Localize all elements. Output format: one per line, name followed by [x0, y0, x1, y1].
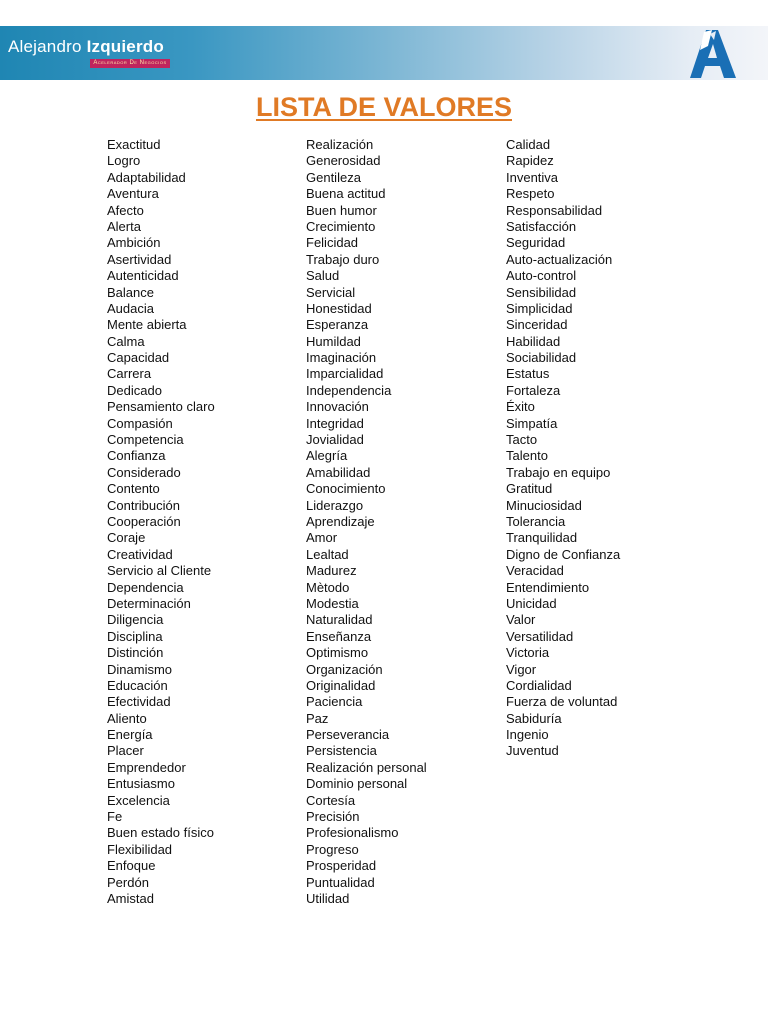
value-item: Generosidad — [306, 153, 381, 169]
value-item: Esperanza — [306, 317, 369, 333]
value-item: Innovación — [306, 399, 369, 415]
values-column-2 — [306, 137, 427, 907]
value-item: Mètodo — [306, 579, 350, 595]
value-item: Realización — [306, 137, 374, 152]
value-item: Efectividad — [107, 694, 171, 710]
value-item: Disciplina — [107, 628, 163, 644]
values-column-3 — [506, 137, 620, 760]
value-item: Energía — [107, 727, 153, 743]
value-item: Adaptabilidad — [107, 169, 186, 185]
value-item: Trabajo en equipo — [506, 464, 611, 480]
brand-tagline: Acelerador De Negocios — [90, 59, 170, 68]
value-item: Enfoque — [107, 858, 156, 874]
value-item: Afecto — [107, 202, 144, 218]
value-item: Diligencia — [107, 612, 164, 628]
value-item: Tolerancia — [506, 513, 566, 529]
value-item: Progreso — [306, 841, 359, 857]
value-item: Emprendedor — [107, 759, 186, 775]
value-item: Veracidad — [506, 563, 564, 579]
value-item: Imaginación — [306, 350, 377, 366]
value-item: Sinceridad — [506, 317, 568, 333]
value-item: Valor — [506, 612, 536, 628]
value-item: Flexibilidad — [107, 841, 173, 857]
value-item: Educación — [107, 677, 168, 693]
value-item: Precisión — [306, 809, 360, 825]
value-item: Cooperación — [107, 513, 181, 529]
values-column-1 — [107, 137, 215, 907]
value-item: Confianza — [107, 448, 166, 464]
value-item: Aventura — [107, 186, 159, 202]
value-item: Puntualidad — [306, 874, 375, 890]
value-item: Sabiduría — [506, 710, 562, 726]
value-item: Optimismo — [306, 645, 369, 661]
value-item: Satisfacción — [506, 218, 577, 234]
value-item: Fuerza de voluntad — [506, 694, 618, 710]
value-item: Compasión — [107, 415, 173, 431]
value-item: Aprendizaje — [306, 513, 375, 529]
brand-name — [8, 37, 164, 57]
value-item: Mente abierta — [107, 317, 187, 333]
value-item: Alegría — [306, 448, 348, 464]
value-item: Felicidad — [306, 235, 359, 251]
value-item: Servicio al Cliente — [107, 563, 212, 579]
value-item: Entendimiento — [506, 579, 590, 595]
value-item: Seguridad — [506, 235, 566, 251]
value-item: Excelencia — [107, 792, 170, 808]
value-item: Persistencia — [306, 743, 377, 759]
value-item: Versatilidad — [506, 628, 574, 644]
value-item: Creatividad — [107, 546, 173, 562]
value-item: Dinamismo — [107, 661, 173, 677]
value-item: Carrera — [107, 366, 152, 382]
value-item: Coraje — [107, 530, 146, 546]
value-item: Modestia — [306, 595, 359, 611]
value-item: Audacia — [107, 300, 154, 316]
value-item: Amistad — [107, 890, 154, 906]
value-item: Asertividad — [107, 251, 172, 267]
value-item: Auto-actualización — [506, 251, 613, 267]
value-item: Cortesía — [306, 792, 356, 808]
value-item: Servicial — [306, 284, 356, 300]
value-item: Victoria — [506, 645, 550, 661]
value-item: Fortaleza — [506, 382, 561, 398]
value-item: Ambición — [107, 235, 161, 251]
value-item: Buen humor — [306, 202, 377, 218]
value-item: Competencia — [107, 432, 184, 448]
value-item: Rapidez — [506, 153, 554, 169]
value-item: Naturalidad — [306, 612, 373, 628]
value-item: Vigor — [506, 661, 537, 677]
value-item: Balance — [107, 284, 154, 300]
value-item: Cordialidad — [506, 677, 572, 693]
value-item: Paz — [306, 710, 329, 726]
value-item: Determinación — [107, 595, 191, 611]
value-item: Buen estado físico — [107, 825, 214, 841]
value-item: Sociabilidad — [506, 350, 577, 366]
value-item: Unicidad — [506, 595, 557, 611]
value-item: Aliento — [107, 710, 147, 726]
value-item: Gentileza — [306, 169, 361, 185]
value-item: Honestidad — [306, 300, 372, 316]
value-item: Minuciosidad — [506, 497, 582, 513]
value-item: Entusiasmo — [107, 776, 175, 792]
value-item: Éxito — [506, 399, 535, 415]
value-item: Realización personal — [306, 759, 427, 775]
page-title-text: LISTA DE VALORES — [255, 92, 512, 122]
value-item: Responsabilidad — [506, 202, 603, 218]
value-item: Logro — [107, 153, 141, 169]
value-item: Fe — [107, 809, 123, 825]
value-item: Sensibilidad — [506, 284, 577, 300]
value-item: Contribución — [107, 497, 180, 513]
value-item: Calidad — [506, 137, 551, 152]
value-item: Profesionalismo — [306, 825, 399, 841]
value-item: Inventiva — [506, 169, 559, 185]
value-item: Organización — [306, 661, 383, 677]
brand-last-name: Izquierdo — [86, 37, 164, 56]
value-item: Tacto — [506, 432, 538, 448]
value-item: Jovialidad — [306, 432, 364, 448]
value-item: Dedicado — [107, 382, 162, 398]
value-item: Conocimiento — [306, 481, 386, 497]
page-title — [0, 90, 768, 124]
value-item: Integridad — [306, 415, 364, 431]
brand-first-name: Alejandro — [8, 37, 82, 56]
value-item: Juventud — [506, 743, 559, 759]
value-item: Trabajo duro — [306, 251, 380, 267]
value-item: Humildad — [306, 333, 361, 349]
value-item: Crecimiento — [306, 218, 376, 234]
value-item: Distinción — [107, 645, 164, 661]
value-item: Perdón — [107, 874, 149, 890]
value-item: Dominio personal — [306, 776, 408, 792]
value-item: Habilidad — [506, 333, 561, 349]
value-item: Simplicidad — [506, 300, 573, 316]
value-item: Amabilidad — [306, 464, 371, 480]
value-item: Gratitud — [506, 481, 553, 497]
value-item: Auto-control — [506, 268, 577, 284]
value-item: Originalidad — [306, 677, 376, 693]
value-item: Amor — [306, 530, 338, 546]
value-item: Paciencia — [306, 694, 363, 710]
value-item: Pensamiento claro — [107, 399, 215, 415]
value-item: Salud — [306, 268, 340, 284]
value-item: Estatus — [506, 366, 550, 382]
value-item: Placer — [107, 743, 144, 759]
value-item: Respeto — [506, 186, 555, 202]
value-item: Tranquilidad — [506, 530, 578, 546]
value-item: Liderazgo — [306, 497, 364, 513]
value-item: Enseñanza — [306, 628, 372, 644]
value-item: Lealtad — [306, 546, 349, 562]
value-item: Imparcialidad — [306, 366, 384, 382]
value-item: Independencia — [306, 382, 392, 398]
value-item: Utilidad — [306, 890, 350, 906]
value-item: Talento — [506, 448, 548, 464]
value-item: Madurez — [306, 563, 357, 579]
value-item: Considerado — [107, 464, 181, 480]
value-item: Digno de Confianza — [506, 546, 621, 562]
value-item: Buena actitud — [306, 186, 386, 202]
value-item: Perseverancia — [306, 727, 390, 743]
value-item: Dependencia — [107, 579, 184, 595]
value-item: Exactitud — [107, 137, 161, 152]
brand-logo-icon — [688, 28, 738, 80]
value-item: Contento — [107, 481, 160, 497]
value-item: Ingenio — [506, 727, 549, 743]
value-item: Alerta — [107, 218, 141, 234]
value-item: Simpatía — [506, 415, 558, 431]
value-item: Autenticidad — [107, 268, 179, 284]
value-item: Calma — [107, 333, 145, 349]
value-item: Capacidad — [107, 350, 170, 366]
value-item: Prosperidad — [306, 858, 377, 874]
